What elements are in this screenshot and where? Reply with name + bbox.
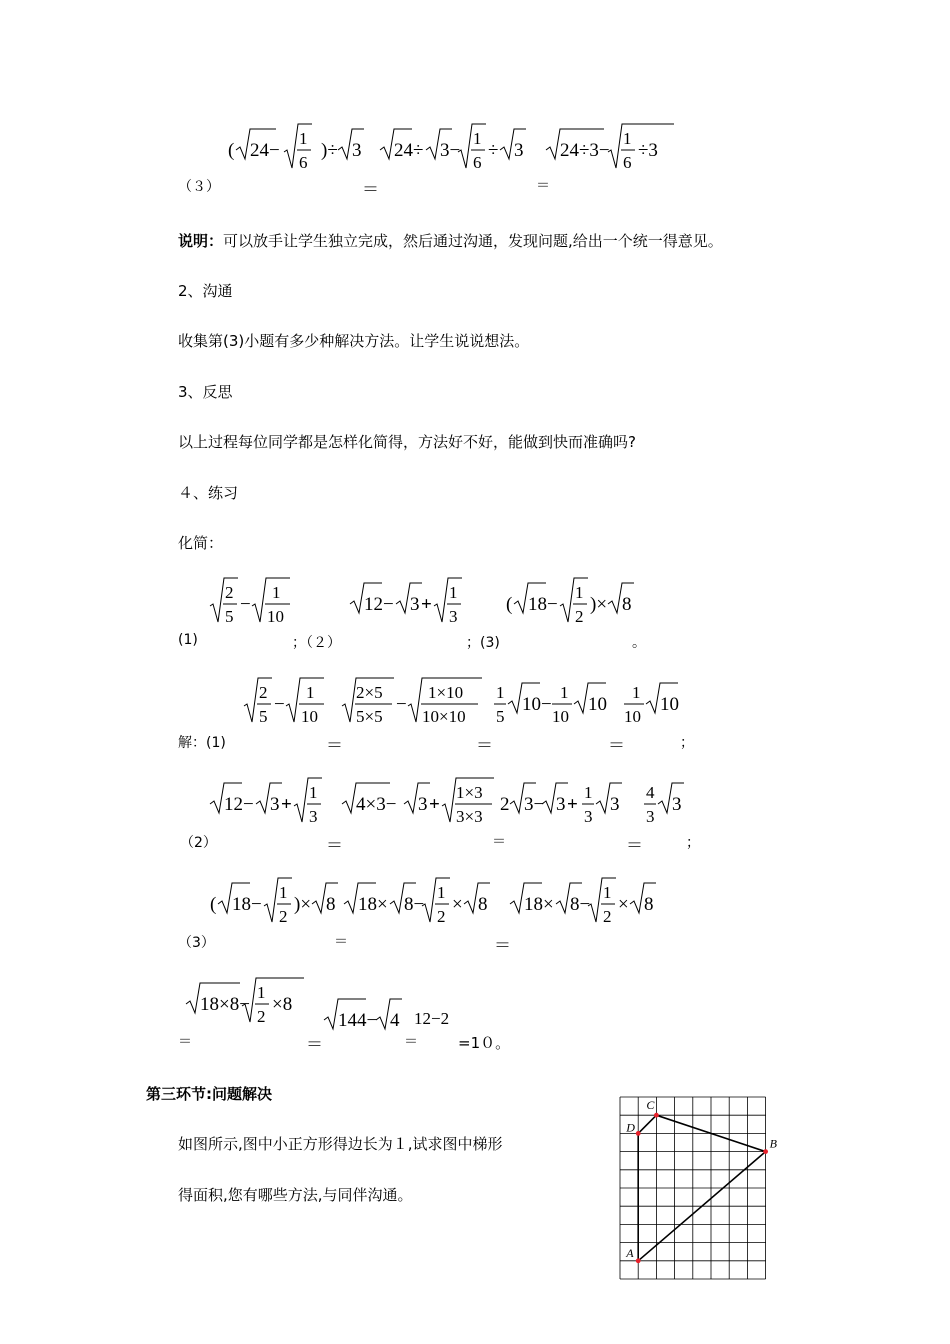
svg-text:1: 1 xyxy=(299,129,308,148)
step2-body: 收集第(3)小题有多少种解决方法。让学生说说想法。 xyxy=(178,332,530,350)
svg-text:10: 10 xyxy=(301,707,318,726)
svg-text:1: 1 xyxy=(623,129,632,148)
solution2-step4 xyxy=(644,776,694,832)
svg-text:5: 5 xyxy=(225,607,234,626)
svg-text:10: 10 xyxy=(588,694,607,715)
svg-text:×: × xyxy=(452,894,463,915)
svg-text:(: ( xyxy=(506,594,513,615)
vertex-point-a xyxy=(636,1258,641,1263)
solution3-step6 xyxy=(414,1000,474,1030)
svg-text:3: 3 xyxy=(270,794,280,815)
svg-text:18×8−: 18×8− xyxy=(200,994,250,1015)
svg-text:+: + xyxy=(429,794,440,815)
section3-title: 第三环节:问题解决 xyxy=(146,1085,272,1103)
problem3-expr2 xyxy=(380,122,540,178)
note-paragraph xyxy=(178,230,723,251)
svg-text:+: + xyxy=(281,794,292,815)
svg-text:10: 10 xyxy=(624,707,641,726)
equals-sign: ＝ xyxy=(362,180,379,200)
svg-text:1: 1 xyxy=(632,683,641,702)
svg-text:6: 6 xyxy=(299,153,308,172)
svg-text:3: 3 xyxy=(646,807,655,826)
svg-text:3: 3 xyxy=(610,794,620,815)
svg-text:1: 1 xyxy=(306,683,315,702)
svg-text:3: 3 xyxy=(449,607,458,626)
svg-text:2: 2 xyxy=(575,607,584,626)
svg-text:2: 2 xyxy=(500,794,510,815)
svg-text:1: 1 xyxy=(437,883,446,902)
svg-text:3: 3 xyxy=(352,140,362,161)
svg-text:5: 5 xyxy=(496,707,505,726)
svg-text:5: 5 xyxy=(259,707,268,726)
solution1-step1 xyxy=(244,676,334,732)
semicolon: ； xyxy=(686,835,700,851)
note-body: 可以放手让学生独立完成，然后通过沟通，发现问题,给出一个统一得意见。 xyxy=(223,232,723,250)
final-result: =1０。 xyxy=(458,1034,511,1052)
svg-text:1: 1 xyxy=(279,883,288,902)
svg-text:)÷: )÷ xyxy=(321,140,338,161)
equals-sign: ＝ xyxy=(494,936,511,956)
vertex-point-b xyxy=(763,1149,768,1154)
svg-text:8: 8 xyxy=(644,894,654,915)
solution-label-2: （2） xyxy=(180,835,217,851)
svg-text:1: 1 xyxy=(257,983,266,1002)
svg-text:÷3: ÷3 xyxy=(638,140,658,161)
svg-text:10: 10 xyxy=(552,707,569,726)
svg-text:÷: ÷ xyxy=(488,140,499,161)
svg-text:3: 3 xyxy=(556,794,566,815)
svg-text:×8: ×8 xyxy=(272,994,293,1015)
svg-text:18−: 18− xyxy=(232,894,262,915)
svg-text:3: 3 xyxy=(309,807,318,826)
solution2-step3 xyxy=(500,776,630,832)
problem3-expr3 xyxy=(546,122,686,178)
section3-line1: 如图所示,图中小正方形得边长为１,试求图中梯形 xyxy=(178,1135,503,1153)
svg-text:−: − xyxy=(396,694,407,715)
solution3-step4 xyxy=(186,976,316,1032)
svg-text:6: 6 xyxy=(623,153,632,172)
exercise-label-1: (1) xyxy=(178,632,198,648)
equals-sign: ＝ xyxy=(608,736,625,756)
svg-text:12−: 12− xyxy=(364,594,394,615)
semicolon: ； xyxy=(680,735,694,751)
svg-text:1: 1 xyxy=(473,129,482,148)
svg-text:(: ( xyxy=(228,140,235,161)
svg-text:×: × xyxy=(618,894,629,915)
step3-title: 3、反思 xyxy=(178,383,233,401)
grid-lines xyxy=(620,1097,766,1279)
vertex-point-c xyxy=(654,1113,659,1118)
svg-text:8: 8 xyxy=(478,894,488,915)
solution1-step4 xyxy=(624,676,694,732)
svg-text:10: 10 xyxy=(660,694,679,715)
note-head: 说明： xyxy=(178,232,224,250)
svg-text:18×: 18× xyxy=(358,894,388,915)
solution-label-3: （3） xyxy=(178,935,215,951)
svg-text:4×3−: 4×3− xyxy=(356,794,397,815)
svg-text:1: 1 xyxy=(272,583,281,602)
svg-text:1: 1 xyxy=(603,883,612,902)
exercise-end: 。 xyxy=(632,635,646,651)
svg-text:10: 10 xyxy=(267,607,284,626)
problem3-expr1 xyxy=(228,122,378,178)
solution1-step2 xyxy=(342,676,482,732)
svg-text:3: 3 xyxy=(410,594,420,615)
svg-text:2: 2 xyxy=(225,583,234,602)
svg-text:8: 8 xyxy=(622,594,632,615)
svg-text:3: 3 xyxy=(418,794,428,815)
exercise-expr-1 xyxy=(210,576,300,632)
solution1-step3 xyxy=(494,676,614,732)
svg-text:−: − xyxy=(240,594,251,615)
equals-sign: ＝ xyxy=(306,1035,323,1055)
trapezoid-grid-figure xyxy=(618,1095,777,1281)
svg-text:1: 1 xyxy=(560,683,569,702)
svg-text:1: 1 xyxy=(584,783,593,802)
svg-text:2×5: 2×5 xyxy=(356,683,383,702)
equals-sign: ＝ xyxy=(326,836,343,856)
svg-text:12−: 12− xyxy=(224,794,254,815)
equals-sign: ＝ xyxy=(404,1034,418,1050)
svg-text:+: + xyxy=(567,794,578,815)
svg-text:1×3: 1×3 xyxy=(456,783,483,802)
solution3-step2 xyxy=(344,876,494,932)
svg-text:2: 2 xyxy=(603,907,612,926)
solution3-step3 xyxy=(510,876,660,932)
vertex-point-d xyxy=(636,1131,641,1136)
equals-sign: ＝ xyxy=(476,736,493,756)
svg-text:2: 2 xyxy=(259,683,268,702)
equals-sign: ＝ xyxy=(326,736,343,756)
svg-text:24÷3−: 24÷3− xyxy=(560,140,610,161)
svg-text:8−: 8− xyxy=(570,894,591,915)
svg-text:3: 3 xyxy=(584,807,593,826)
svg-text:−: − xyxy=(274,694,285,715)
svg-text:24−: 24− xyxy=(250,140,280,161)
svg-text:3: 3 xyxy=(672,794,682,815)
svg-text:5×5: 5×5 xyxy=(356,707,383,726)
solution3-step1 xyxy=(210,876,340,932)
svg-text:4: 4 xyxy=(390,1010,400,1031)
equals-sign: ＝ xyxy=(178,1034,192,1050)
vertex-label-c: C xyxy=(646,1098,655,1113)
svg-text:1: 1 xyxy=(449,583,458,602)
solution3-step5 xyxy=(324,992,414,1032)
svg-text:)×: )× xyxy=(590,594,608,615)
equals-sign: ＝ xyxy=(492,834,506,850)
svg-text:+: + xyxy=(421,594,432,615)
svg-text:18−: 18− xyxy=(528,594,558,615)
problem3-label: （３） xyxy=(178,179,220,195)
svg-text:3−: 3− xyxy=(440,140,461,161)
svg-text:(: ( xyxy=(210,894,217,915)
svg-text:10−: 10− xyxy=(522,694,552,715)
section3-line2: 得面积,您有哪些方法,与同伴沟通。 xyxy=(178,1186,413,1204)
svg-text:1×10: 1×10 xyxy=(428,683,464,702)
solution2-step1 xyxy=(210,776,330,832)
vertex-label-a: A xyxy=(626,1245,634,1260)
equals-sign: ＝ xyxy=(626,836,643,856)
svg-text:3−: 3− xyxy=(524,794,545,815)
exercise-separator: ；（２） xyxy=(292,635,341,651)
svg-text:12−2: 12−2 xyxy=(414,1009,450,1028)
svg-text:10×10: 10×10 xyxy=(422,707,466,726)
solution-label: 解：(1) xyxy=(178,735,226,751)
svg-text:1: 1 xyxy=(309,783,318,802)
exercise-expr-3 xyxy=(506,576,636,632)
solution2-step2 xyxy=(342,776,502,832)
svg-text:3×3: 3×3 xyxy=(456,807,483,826)
svg-text:1: 1 xyxy=(496,683,505,702)
svg-text:18×: 18× xyxy=(524,894,554,915)
svg-text:)×: )× xyxy=(294,894,312,915)
step4-title: ４、练习 xyxy=(178,484,239,502)
step3-body: 以上过程每位同学都是怎样化简得，方法好不好，能做到快而准确吗? xyxy=(178,433,636,451)
svg-text:2: 2 xyxy=(437,907,446,926)
vertex-label-d: D xyxy=(626,1120,635,1135)
exercise-separator: ；(3) xyxy=(466,635,500,651)
svg-text:24÷: 24÷ xyxy=(394,140,424,161)
vertex-label-b: B xyxy=(769,1136,777,1151)
svg-text:3: 3 xyxy=(514,140,524,161)
svg-text:6: 6 xyxy=(473,153,482,172)
step2-title: 2、沟通 xyxy=(178,282,233,300)
equals-sign: ＝ xyxy=(334,934,348,950)
svg-text:144−: 144− xyxy=(338,1010,378,1031)
exercise-expr-2 xyxy=(350,576,470,632)
svg-text:1: 1 xyxy=(575,583,584,602)
svg-text:2: 2 xyxy=(279,907,288,926)
svg-text:8: 8 xyxy=(326,894,336,915)
svg-text:4: 4 xyxy=(646,783,655,802)
equals-sign: ＝ xyxy=(536,178,550,194)
svg-text:8−: 8− xyxy=(404,894,425,915)
step4-subtitle: 化简： xyxy=(178,534,224,552)
svg-text:2: 2 xyxy=(257,1007,266,1026)
